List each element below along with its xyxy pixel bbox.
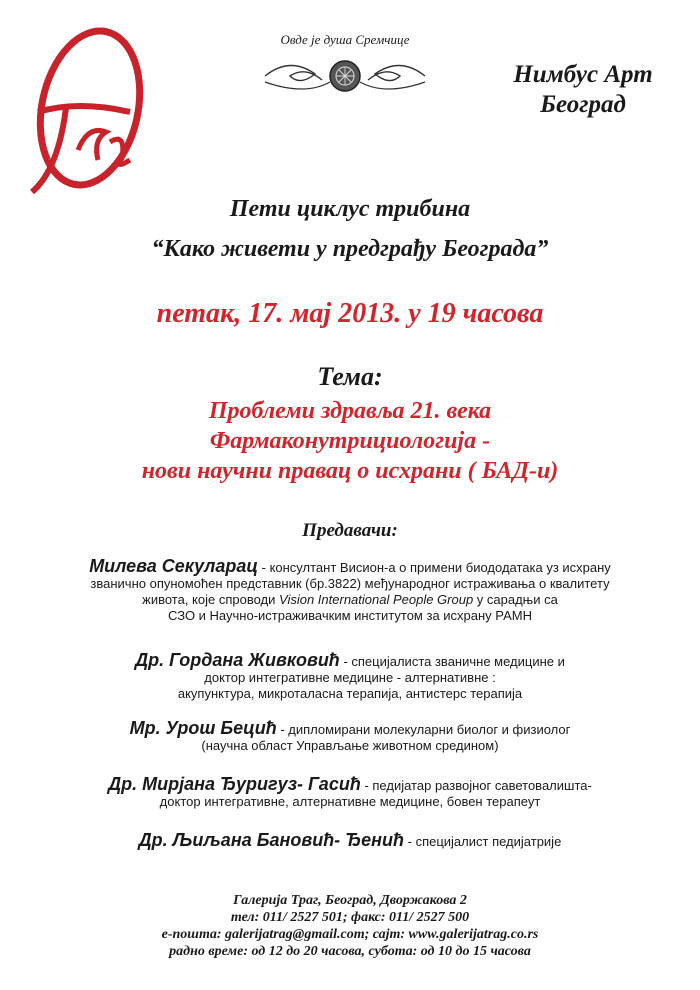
lecturer-name: Др. Љиљана Бановић- Ђенић xyxy=(138,830,404,850)
lecturer-detail: акупунктура, микроталасна терапија, антистерс терапија xyxy=(177,686,523,701)
theme-line: Фармаконутрициологија - xyxy=(209,428,491,454)
ornament-icon xyxy=(260,52,430,100)
organization-name: Vision International People Group xyxy=(279,592,474,607)
lecturer-detail: доктор интегративне медицине - алтернативне : xyxy=(204,670,496,685)
lecturer-entry xyxy=(20,720,680,754)
cycle-heading: Пети циклус трибина xyxy=(229,196,471,222)
lecturers-heading: Предавачи: xyxy=(302,520,398,541)
trag-logo-text: Trag xyxy=(48,160,50,161)
theme-line: нови научни правац о исхрани ( БАД-и) xyxy=(141,458,559,484)
lecturer-entry xyxy=(20,558,680,624)
lecturer-detail: живота, које спроводи xyxy=(142,592,280,607)
lecturer-detail: доктор интегративне, алтернативне медицине, бовен терапеут xyxy=(159,794,541,809)
trag-logo xyxy=(18,20,148,215)
lecturer-detail: у сарадњи са xyxy=(473,592,558,607)
gallery-address: Галерија Траг, Београд, Дворжакова 2 xyxy=(233,893,467,908)
lecturer-role: - педијатар развојног саветовалишта- xyxy=(364,778,592,793)
event-date: петак, 17. мај 2013. у 19 часова xyxy=(156,298,544,329)
lecturer-role: - дипломирани молекуларни биолог и физиолог xyxy=(280,722,571,737)
lecturer-entry xyxy=(20,832,680,850)
lecturer-name: Милева Секуларац xyxy=(89,556,258,576)
working-hours: радно време: од 12 до 20 часова, субота: од 10 до 15 часова xyxy=(169,944,531,959)
lecturer-entry xyxy=(20,652,680,702)
lecturer-name: Мр. Урош Бецић xyxy=(129,718,277,738)
lecturer-name: Др. Гордана Живковић xyxy=(135,650,340,670)
theme-block xyxy=(0,396,700,486)
event-title: “Како живети у предграђу Београда” xyxy=(151,236,549,262)
lecturer-role: - специјалист педијатрије xyxy=(407,834,562,849)
center-emblem xyxy=(255,32,435,100)
center-tagline: Овде је душа Сремчице xyxy=(280,32,410,47)
lecturer-name: Др. Мирјана Ђуригуз- Гасић xyxy=(108,774,361,794)
email-website: е-пошта: galerijatrag@gmail.com; сајт: www.galerijatrag.co.rs xyxy=(161,927,539,942)
theme-label: Тема: xyxy=(317,362,383,391)
org-city: Београд xyxy=(540,91,626,118)
contact-footer xyxy=(0,892,700,960)
trag-logo-graphic xyxy=(18,20,148,215)
theme-line: Проблеми здравља 21. века xyxy=(208,398,492,424)
lecturer-entry xyxy=(20,776,680,810)
nimbus-art-logo xyxy=(488,60,678,120)
lecturer-detail: СЗО и Научно-истраживачким институтом за исхрану РАМН xyxy=(168,608,532,623)
lecturer-detail: званично опуномоћен представник (бр.3822) међународног истраживања о квалитету xyxy=(90,576,610,591)
lecturer-role: - специјалиста званичне медицине и xyxy=(343,654,565,669)
lecturer-role: - консултант Висион-а о примени биододатака уз исхрану xyxy=(261,560,611,575)
lecturer-detail: (научна област Управљање животном средином) xyxy=(201,738,499,753)
org-name: Нимбус Арт xyxy=(513,61,653,88)
phone-fax: тел: 011/ 2527 501; факс: 011/ 2527 500 xyxy=(230,910,470,925)
